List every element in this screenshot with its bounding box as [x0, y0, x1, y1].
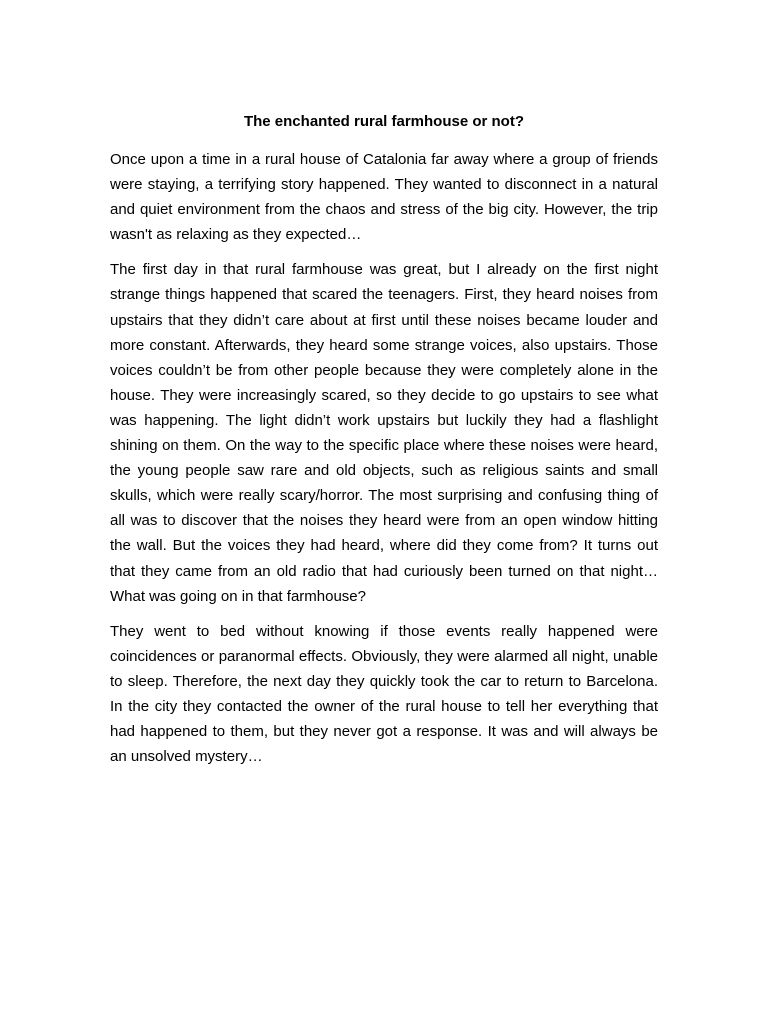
paragraph-2: The first day in that rural farmhouse was great, but I already on the first night strange things happened that scared the teenagers. First, they heard noises from upstairs that they didn’t care about at first until these noises became louder and more constant. Afterwards, they heard some strange voices, also upstairs. Those voices couldn’t be from other people because they were completely alone in the house. They were increasingly scared, so they decide to go upstairs to see what was happening. The light didn’t work upstairs but luckily they had a flashlight shining on them. On the way to the specific place where these noises were heard, the young people saw rare and old objects, such as religious saints and small skulls, which were really scary/horror. The most surprising and confusing thing of all was to discover that the noises they heard were from an open window hitting the wall. But the voices they had heard, where did they come from? It turns out that they came from an old radio that had curiously been turned on that night…What was going on in that farmhouse?: [110, 261, 658, 605]
paragraph-1: Once upon a time in a rural house of Catalonia far away where a group of friends were staying, a terrifying story happened. They wanted to disconnect in a natural and quiet environment from the chaos and stress of the big city. However, the trip wasn't as relaxing as they expected…: [110, 151, 658, 244]
paragraph-3: They went to bed without knowing if those events really happened were coincidences or paranormal effects. Obviously, they were alarmed all night, unable to sleep. Therefore, the next day they quickly took the car to return to Barcelona. In the city they contacted the owner of the rural house to tell her everything that had happened to them, but they never got a response. It was and will always be an unsolved mystery…: [110, 622, 658, 766]
document-title: The enchanted rural farmhouse or not?: [243, 113, 525, 130]
document-body: [110, 112, 658, 769]
